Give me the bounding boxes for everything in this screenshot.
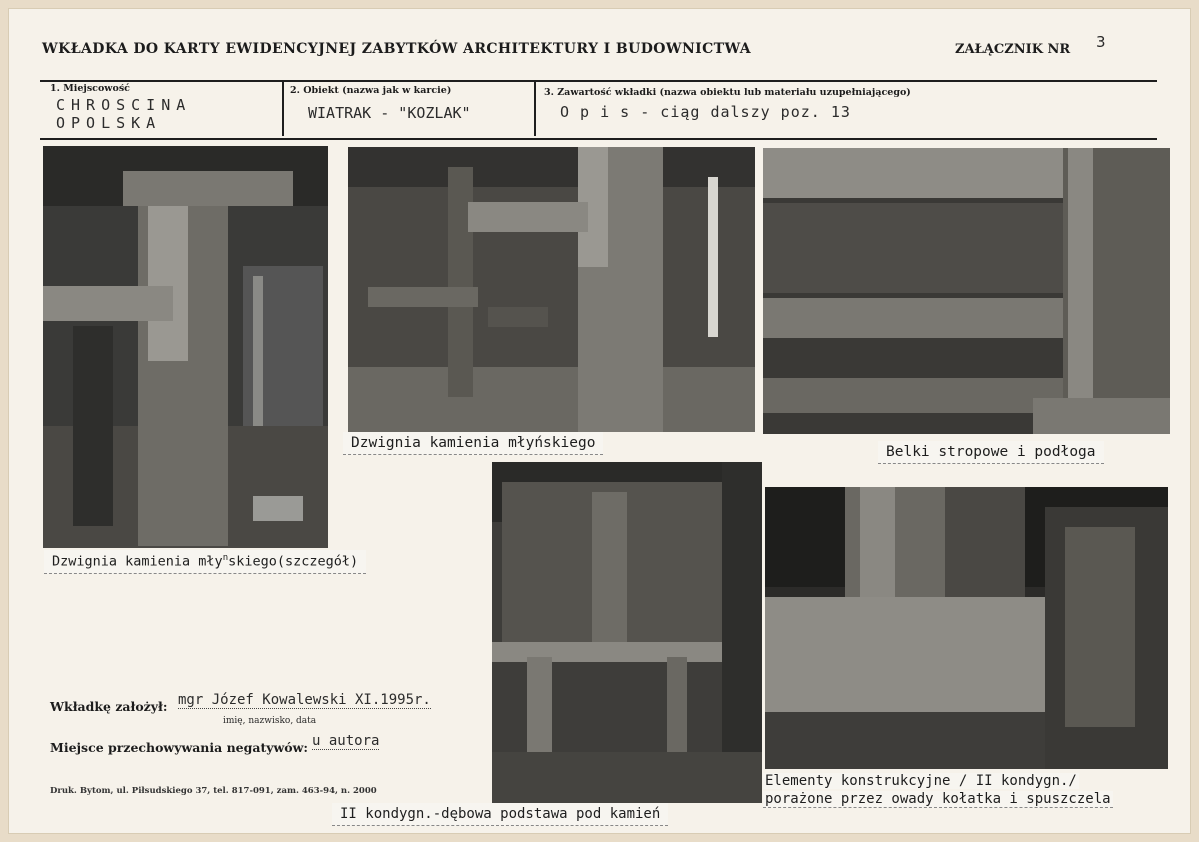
founder-hint: imię, nazwisko, data: [223, 716, 317, 726]
locality-value-line1: CHROSCINA: [56, 96, 192, 114]
field-divider: [534, 82, 536, 136]
photo-construction-elements: [765, 487, 1168, 769]
fields-rule: [40, 138, 1157, 140]
photo-oak-base: [492, 462, 762, 803]
object-value: WIATRAK - "KOZLAK": [308, 104, 471, 122]
photo-mill-lever-detail: [43, 146, 328, 548]
storage-value: u autora: [312, 733, 380, 749]
header-rule: [40, 80, 1157, 82]
photo-2-caption: Dzwignia kamienia młyńskiego: [343, 432, 603, 455]
photo-5-caption-line2: porażone przez owady kołatka i spuszczela: [765, 791, 1111, 807]
locality-value-line2: OPOLSKA: [56, 114, 162, 132]
field-divider: [282, 82, 284, 136]
object-label: 2. Obiekt (nazwa jak w karcie): [290, 85, 452, 96]
contents-label: 3. Zawartość wkładki (nazwa obiektu lub materiału uzupełniającego): [544, 87, 911, 98]
locality-label: 1. Miejscowość: [50, 83, 130, 94]
photo-ceiling-beams: [763, 148, 1170, 434]
photo-5-caption-line1: Elementy konstrukcyjne / II kondygn./: [765, 773, 1077, 789]
photo-1-caption-sup: n: [222, 553, 229, 563]
founder-value: mgr Józef Kowalewski XI.1995r.: [178, 692, 431, 708]
photo-1-caption: [44, 550, 366, 574]
photo-mill-lever: [348, 147, 755, 432]
photo-1-caption-post: skiego(szczegół): [228, 553, 359, 570]
print-info: Druk. Bytom, ul. Piłsudskiego 37, tel. 817-091, zam. 463-94, n. 2000: [50, 786, 377, 796]
founder-label: Wkładkę założył:: [50, 699, 168, 714]
photo-4-caption: II kondygn.-dębowa podstawa pod kamień: [332, 803, 668, 826]
photo-3-caption: Belki stropowe i podłoga: [878, 441, 1104, 464]
document-title: WKŁADKA DO KARTY EWIDENCYJNEJ ZABYTKÓW ARCHITEKTURY I BUDOWNICTWA: [42, 41, 751, 57]
contents-value: O p i s - ciąg dalszy poz. 13: [560, 103, 851, 121]
annex-number: 3: [1096, 33, 1106, 51]
annex-label: ZAŁĄCZNIK NR: [955, 42, 1071, 57]
storage-label: Miejsce przechowywania negatywów:: [50, 740, 308, 755]
photo-1-caption-pre: Dzwignia kamienia mły: [52, 553, 223, 570]
